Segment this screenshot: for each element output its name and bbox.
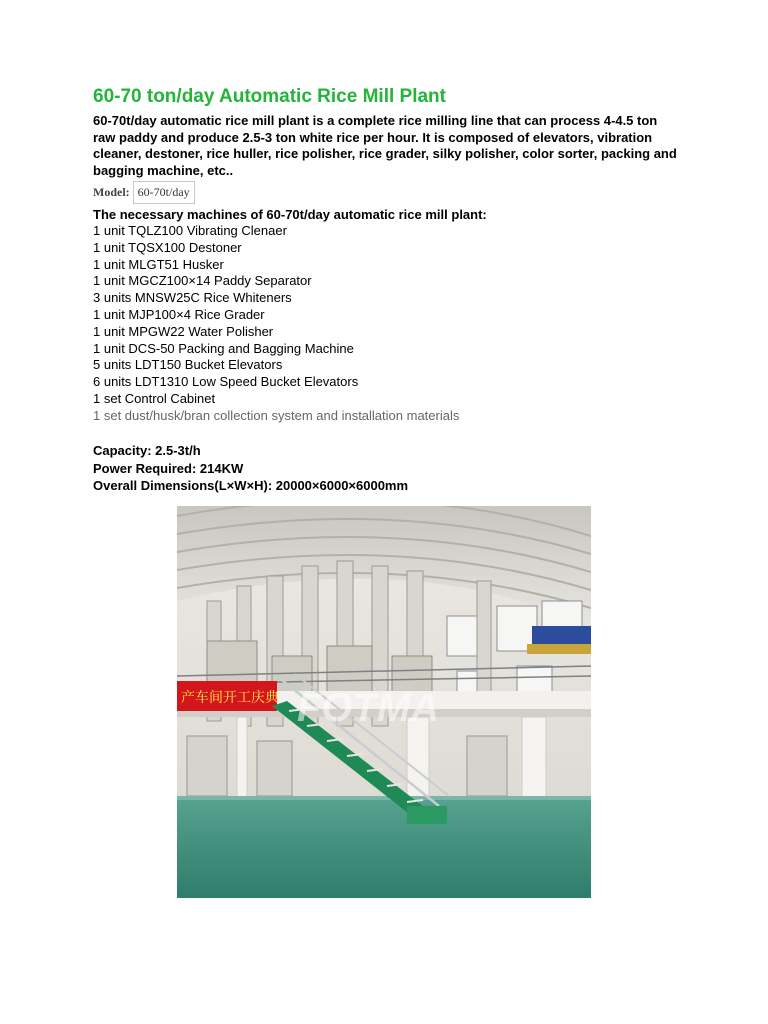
spec-capacity: Capacity: 2.5-3t/h: [93, 443, 201, 458]
list-item: 1 unit TQLZ100 Vibrating Clenaer: [93, 223, 287, 238]
list-item: 1 unit MPGW22 Water Polisher: [93, 323, 274, 339]
machines-heading: The necessary machines of 60-70t/day automatic rice mill plant:: [93, 207, 487, 222]
model-row: [93, 180, 195, 204]
list-item: 1 unit MLGT51 Husker: [93, 256, 224, 272]
intro-paragraph: 60-70t/day automatic rice mill plant is a complete rice milling line that can process 4-4.5 ton raw paddy and produce 2.5-3 ton white rice per hour. It is composed of elevators, vibration cleaner, destoner, rice huller, rice polisher, rice grader, silky polisher, color sorter, packing and bagging machine, etc..: [93, 113, 677, 178]
list-item: 1 unit MGCZ100×14 Paddy Separator: [93, 273, 312, 289]
list-item: 1 unit MJP100×4 Rice Grader: [93, 306, 265, 322]
list-item: 6 units LDT1310 Low Speed Bucket Elevators: [93, 374, 359, 390]
list-item: 1 unit TQSX100 Destoner: [93, 239, 242, 255]
list-item: 1 unit DCS-50 Packing and Bagging Machine: [93, 340, 354, 356]
list-item: 1 set Control Cabinet: [93, 390, 216, 406]
banner-text: 产车间开工庆典: [181, 690, 279, 706]
spec-power: Power Required: 214KW: [93, 460, 244, 476]
list-item: 1 set dust/husk/bran collection system and installation materials: [93, 407, 460, 423]
machine-list: [93, 223, 459, 425]
spec-dimensions: Overall Dimensions(L×W×H): 20000×6000×6000mm: [93, 478, 409, 493]
specs-block: [93, 442, 408, 495]
model-value: 60-70t/day: [133, 181, 195, 204]
plant-photo: [177, 506, 591, 898]
model-label: Model:: [93, 184, 130, 199]
plant-photo-illustration: [177, 506, 591, 898]
page-title: 60-70 ton/day Automatic Rice Mill Plant: [93, 86, 446, 107]
floor: [177, 796, 591, 898]
list-item: 5 units LDT150 Bucket Elevators: [93, 357, 283, 373]
photo-watermark: FOTMA: [297, 686, 440, 730]
list-item: 3 units MNSW25C Rice Whiteners: [93, 290, 292, 306]
